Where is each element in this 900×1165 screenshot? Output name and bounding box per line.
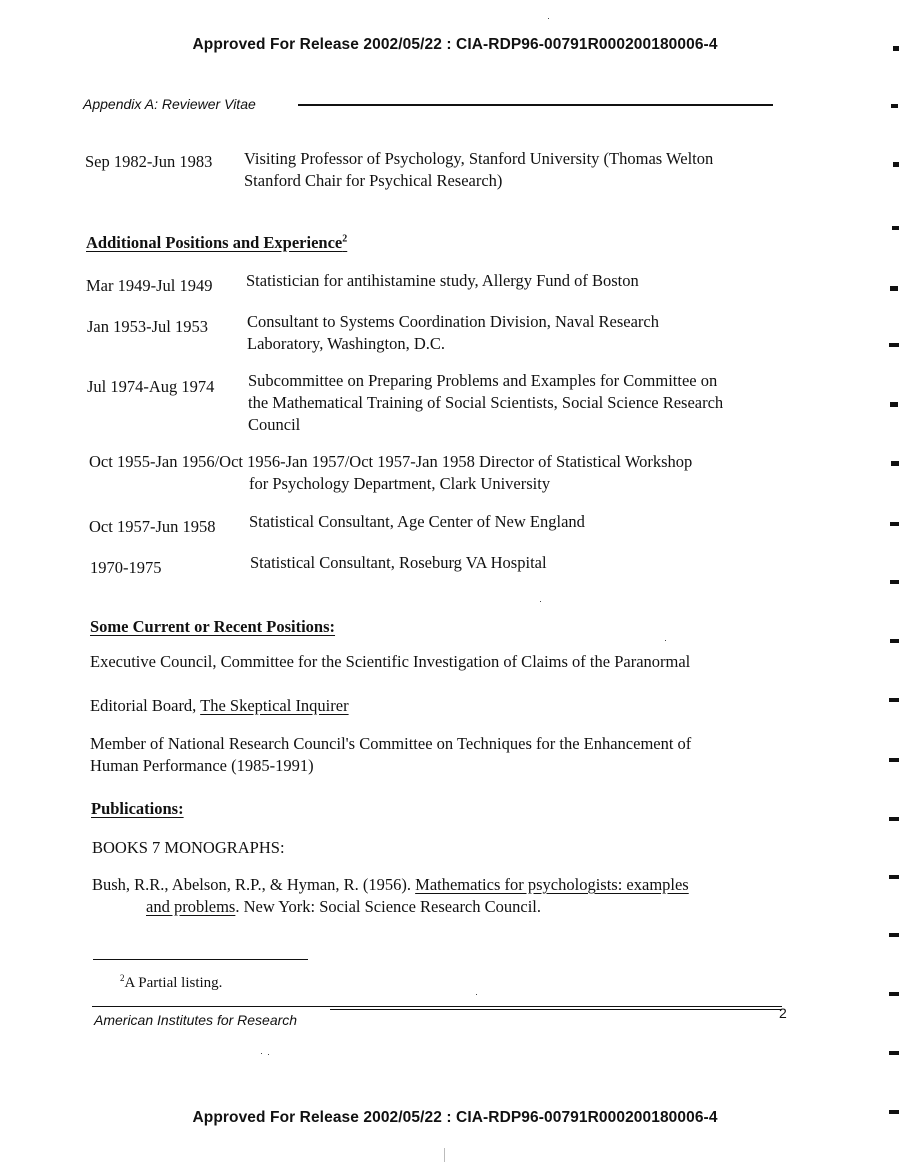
scan-mark xyxy=(890,402,898,407)
entry-date: Mar 1949-Jul 1949 xyxy=(86,276,213,295)
scan-speck xyxy=(476,994,477,995)
footnote-text: A Partial listing. xyxy=(124,975,223,991)
entry-description xyxy=(249,511,585,533)
scan-mark xyxy=(890,522,899,526)
workshop-entry xyxy=(89,451,692,495)
scan-mark xyxy=(889,817,899,821)
editorial-prefix: Editorial Board, xyxy=(90,696,201,715)
scan-speck xyxy=(548,18,549,19)
current-item-executive-council: Executive Council, Committee for the Scientific Investigation of Claims of the Paranormal xyxy=(90,652,691,671)
journal-title: The Skeptical Inquirer xyxy=(200,696,349,715)
scan-mark xyxy=(891,104,898,108)
footnote-ref: 2 xyxy=(342,233,348,245)
scan-mark xyxy=(889,875,899,879)
footer-rule-top xyxy=(92,1006,782,1007)
scan-mark xyxy=(889,343,899,347)
workshop-line1: Oct 1955-Jan 1956/Oct 1956-Jan 1957/Oct 1957-Jan 1958 Director of Statistical Workshop xyxy=(89,452,693,471)
entry-date: Jul 1974-Aug 1974 xyxy=(87,377,215,396)
scan-speck xyxy=(268,1054,269,1055)
scan-mark xyxy=(893,46,899,51)
entry-date: Jan 1953-Jul 1953 xyxy=(87,317,208,336)
workshop-line2: for Psychology Department, Clark University xyxy=(249,474,551,493)
current-item-nrc xyxy=(90,733,691,777)
nrc-line2: Human Performance (1985-1991) xyxy=(90,756,314,775)
scan-mark xyxy=(889,933,899,937)
additional-heading-text: Additional Positions and Experience xyxy=(86,233,343,252)
current-heading: Some Current or Recent Positions: xyxy=(90,617,336,636)
appendix-label: Appendix A: Reviewer Vitae xyxy=(83,96,256,112)
entry-description xyxy=(250,552,547,574)
entry-description xyxy=(248,370,723,436)
reference-line2 xyxy=(92,896,689,918)
top-entry-date: Sep 1982-Jun 1983 xyxy=(85,152,213,171)
entry-date: Oct 1957-Jun 1958 xyxy=(89,517,216,536)
scan-speck xyxy=(261,1053,262,1054)
scan-mark xyxy=(889,1051,899,1055)
reference-title-part1: Mathematics for psychologists: examples xyxy=(415,875,689,894)
scan-speck xyxy=(665,640,666,641)
entry-description xyxy=(246,270,639,292)
entry-description xyxy=(247,311,659,355)
footnote xyxy=(120,973,222,992)
page-number: 2 xyxy=(779,1005,787,1021)
reference-entry xyxy=(92,874,689,918)
entry-line: Statistician for antihistamine study, Allergy Fund of Boston xyxy=(246,271,639,290)
appendix-rule xyxy=(298,104,773,106)
scan-mark xyxy=(890,286,898,291)
scan-speck xyxy=(540,601,541,602)
publications-heading: Publications: xyxy=(91,799,184,818)
entry-line: Statistical Consultant, Age Center of New England xyxy=(249,512,585,531)
scan-mark xyxy=(890,639,899,643)
scan-mark xyxy=(889,1110,899,1114)
books-subheading: BOOKS 7 MONOGRAPHS: xyxy=(92,838,285,857)
entry-line: Laboratory, Washington, D.C. xyxy=(247,334,446,353)
release-header: Approved For Release 2002/05/22 : CIA-RDP96-00791R000200180006-4 xyxy=(192,36,718,53)
scan-speck xyxy=(444,1148,445,1162)
entry-line: the Mathematical Training of Social Scientists, Social Science Research xyxy=(248,393,724,412)
top-entry-line2: Stanford Chair for Psychical Research) xyxy=(244,171,503,190)
top-entry-line1: Visiting Professor of Psychology, Stanford University (Thomas Welton xyxy=(244,149,714,168)
scan-mark xyxy=(889,992,899,996)
current-item-editorial-board xyxy=(90,695,349,717)
nrc-line1: Member of National Research Council's Committee on Techniques for the Enhancement of xyxy=(90,734,692,753)
scan-mark xyxy=(889,758,899,762)
footnote-rule xyxy=(93,959,308,960)
entry-line: Statistical Consultant, Roseburg VA Hospital xyxy=(250,553,547,572)
scan-mark xyxy=(890,580,899,584)
scan-mark xyxy=(889,698,899,702)
scan-mark xyxy=(892,226,899,230)
footer-rule-bottom xyxy=(330,1009,782,1010)
additional-heading xyxy=(86,233,347,253)
entry-line: Consultant to Systems Coordination Division, Naval Research xyxy=(247,312,660,331)
entry-date: 1970-1975 xyxy=(90,558,162,577)
footer-organization: American Institutes for Research xyxy=(94,1012,298,1028)
reference-title-part2: and problems xyxy=(146,897,236,916)
entry-line: Council xyxy=(248,415,301,434)
reference-line1 xyxy=(92,874,689,896)
reference-rest: . New York: Social Science Research Council. xyxy=(235,897,542,916)
entry-line: Subcommittee on Preparing Problems and Examples for Committee on xyxy=(248,371,718,390)
release-footer: Approved For Release 2002/05/22 : CIA-RDP96-00791R000200180006-4 xyxy=(192,1109,718,1126)
reference-authors: Bush, R.R., Abelson, R.P., & Hyman, R. (1956). xyxy=(92,875,416,894)
footnote-mark: 2 xyxy=(120,973,125,983)
scan-mark xyxy=(893,162,899,167)
top-entry-description xyxy=(244,148,713,192)
scan-mark xyxy=(891,461,899,466)
